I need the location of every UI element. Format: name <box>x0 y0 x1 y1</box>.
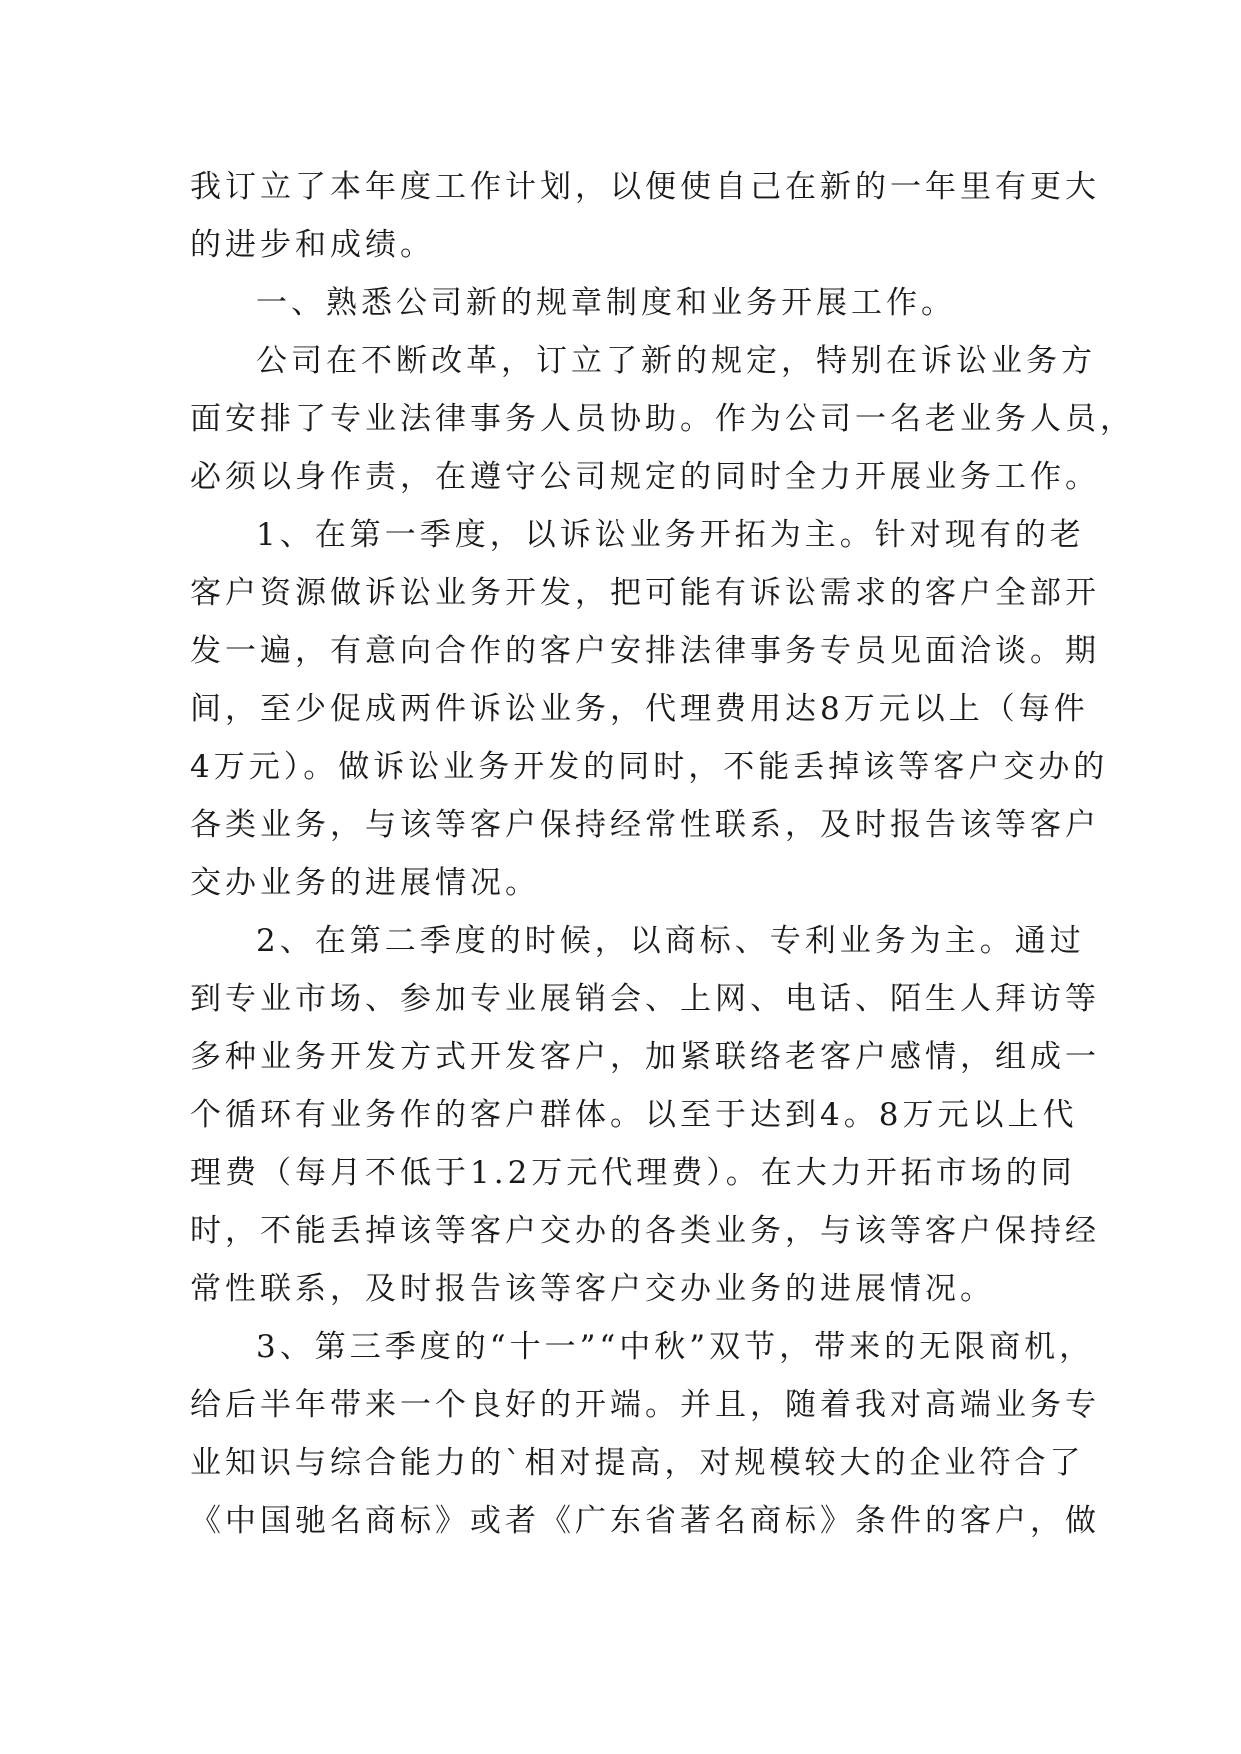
text-line: 业知识与综合能力的`相对提高，对规模较大的企业符合了 <box>190 1445 1085 1481</box>
text-line: 1、在第一季度，以诉讼业务开拓为主。针对现有的老 <box>256 517 1085 553</box>
text-line: 的进步和成绩。 <box>190 227 435 263</box>
text-line: 间，至少促成两件诉讼业务，代理费用达8万元以上（每件 <box>190 691 1089 727</box>
text-line: 各类业务，与该等客户保持经常性联系，及时报告该等客户 <box>190 807 1100 843</box>
text-line: 到专业市场、参加专业展销会、上网、电话、陌生人拜访等 <box>190 981 1100 1017</box>
text-line: 客户资源做诉讼业务开发，把可能有诉讼需求的客户全部开 <box>190 575 1100 611</box>
text-line: 3、第三季度的“十一”“中秋”双节，带来的无限商机， <box>256 1329 1095 1365</box>
text-line: 个循环有业务作的客户群体。以至于达到4。8万元以上代 <box>190 1097 1078 1133</box>
text-line: 多种业务开发方式开发客户，加紧联络老客户感情，组成一 <box>190 1039 1100 1075</box>
document-body <box>190 158 1135 1550</box>
text-line: 《中国驰名商标》或者《广东省著名商标》条件的客户，做 <box>190 1503 1100 1539</box>
text-line: 4万元）。做诉讼业务开发的同时，不能丢掉该等客户交办的 <box>190 749 1109 785</box>
text-line: 交办业务的进展情况。 <box>190 865 540 901</box>
section-heading: 一、熟悉公司新的规章制度和业务开展工作。 <box>256 285 956 321</box>
text-line: 公司在不断改革，订立了新的规定，特别在诉讼业务方 <box>256 343 1096 379</box>
text-line: 必须以身作责，在遵守公司规定的同时全力开展业务工作。 <box>190 459 1100 495</box>
text-line: 理费（每月不低于1.2万元代理费）。在大力开拓市场的同 <box>190 1155 1076 1191</box>
text-line: 面安排了专业法律事务人员协助。作为公司一名老业务人员， <box>190 401 1135 437</box>
text-line: 时，不能丢掉该等客户交办的各类业务，与该等客户保持经 <box>190 1213 1100 1249</box>
text-line: 发一遍，有意向合作的客户安排法律事务专员见面洽谈。期 <box>190 633 1100 669</box>
text-line: 2、在第二季度的时候，以商标、专利业务为主。通过 <box>256 923 1085 959</box>
text-line: 常性联系，及时报告该等客户交办业务的进展情况。 <box>190 1271 995 1307</box>
text-line: 给后半年带来一个良好的开端。并且，随着我对高端业务专 <box>190 1387 1100 1423</box>
text-line: 我订立了本年度工作计划，以便使自己在新的一年里有更大 <box>190 169 1100 205</box>
